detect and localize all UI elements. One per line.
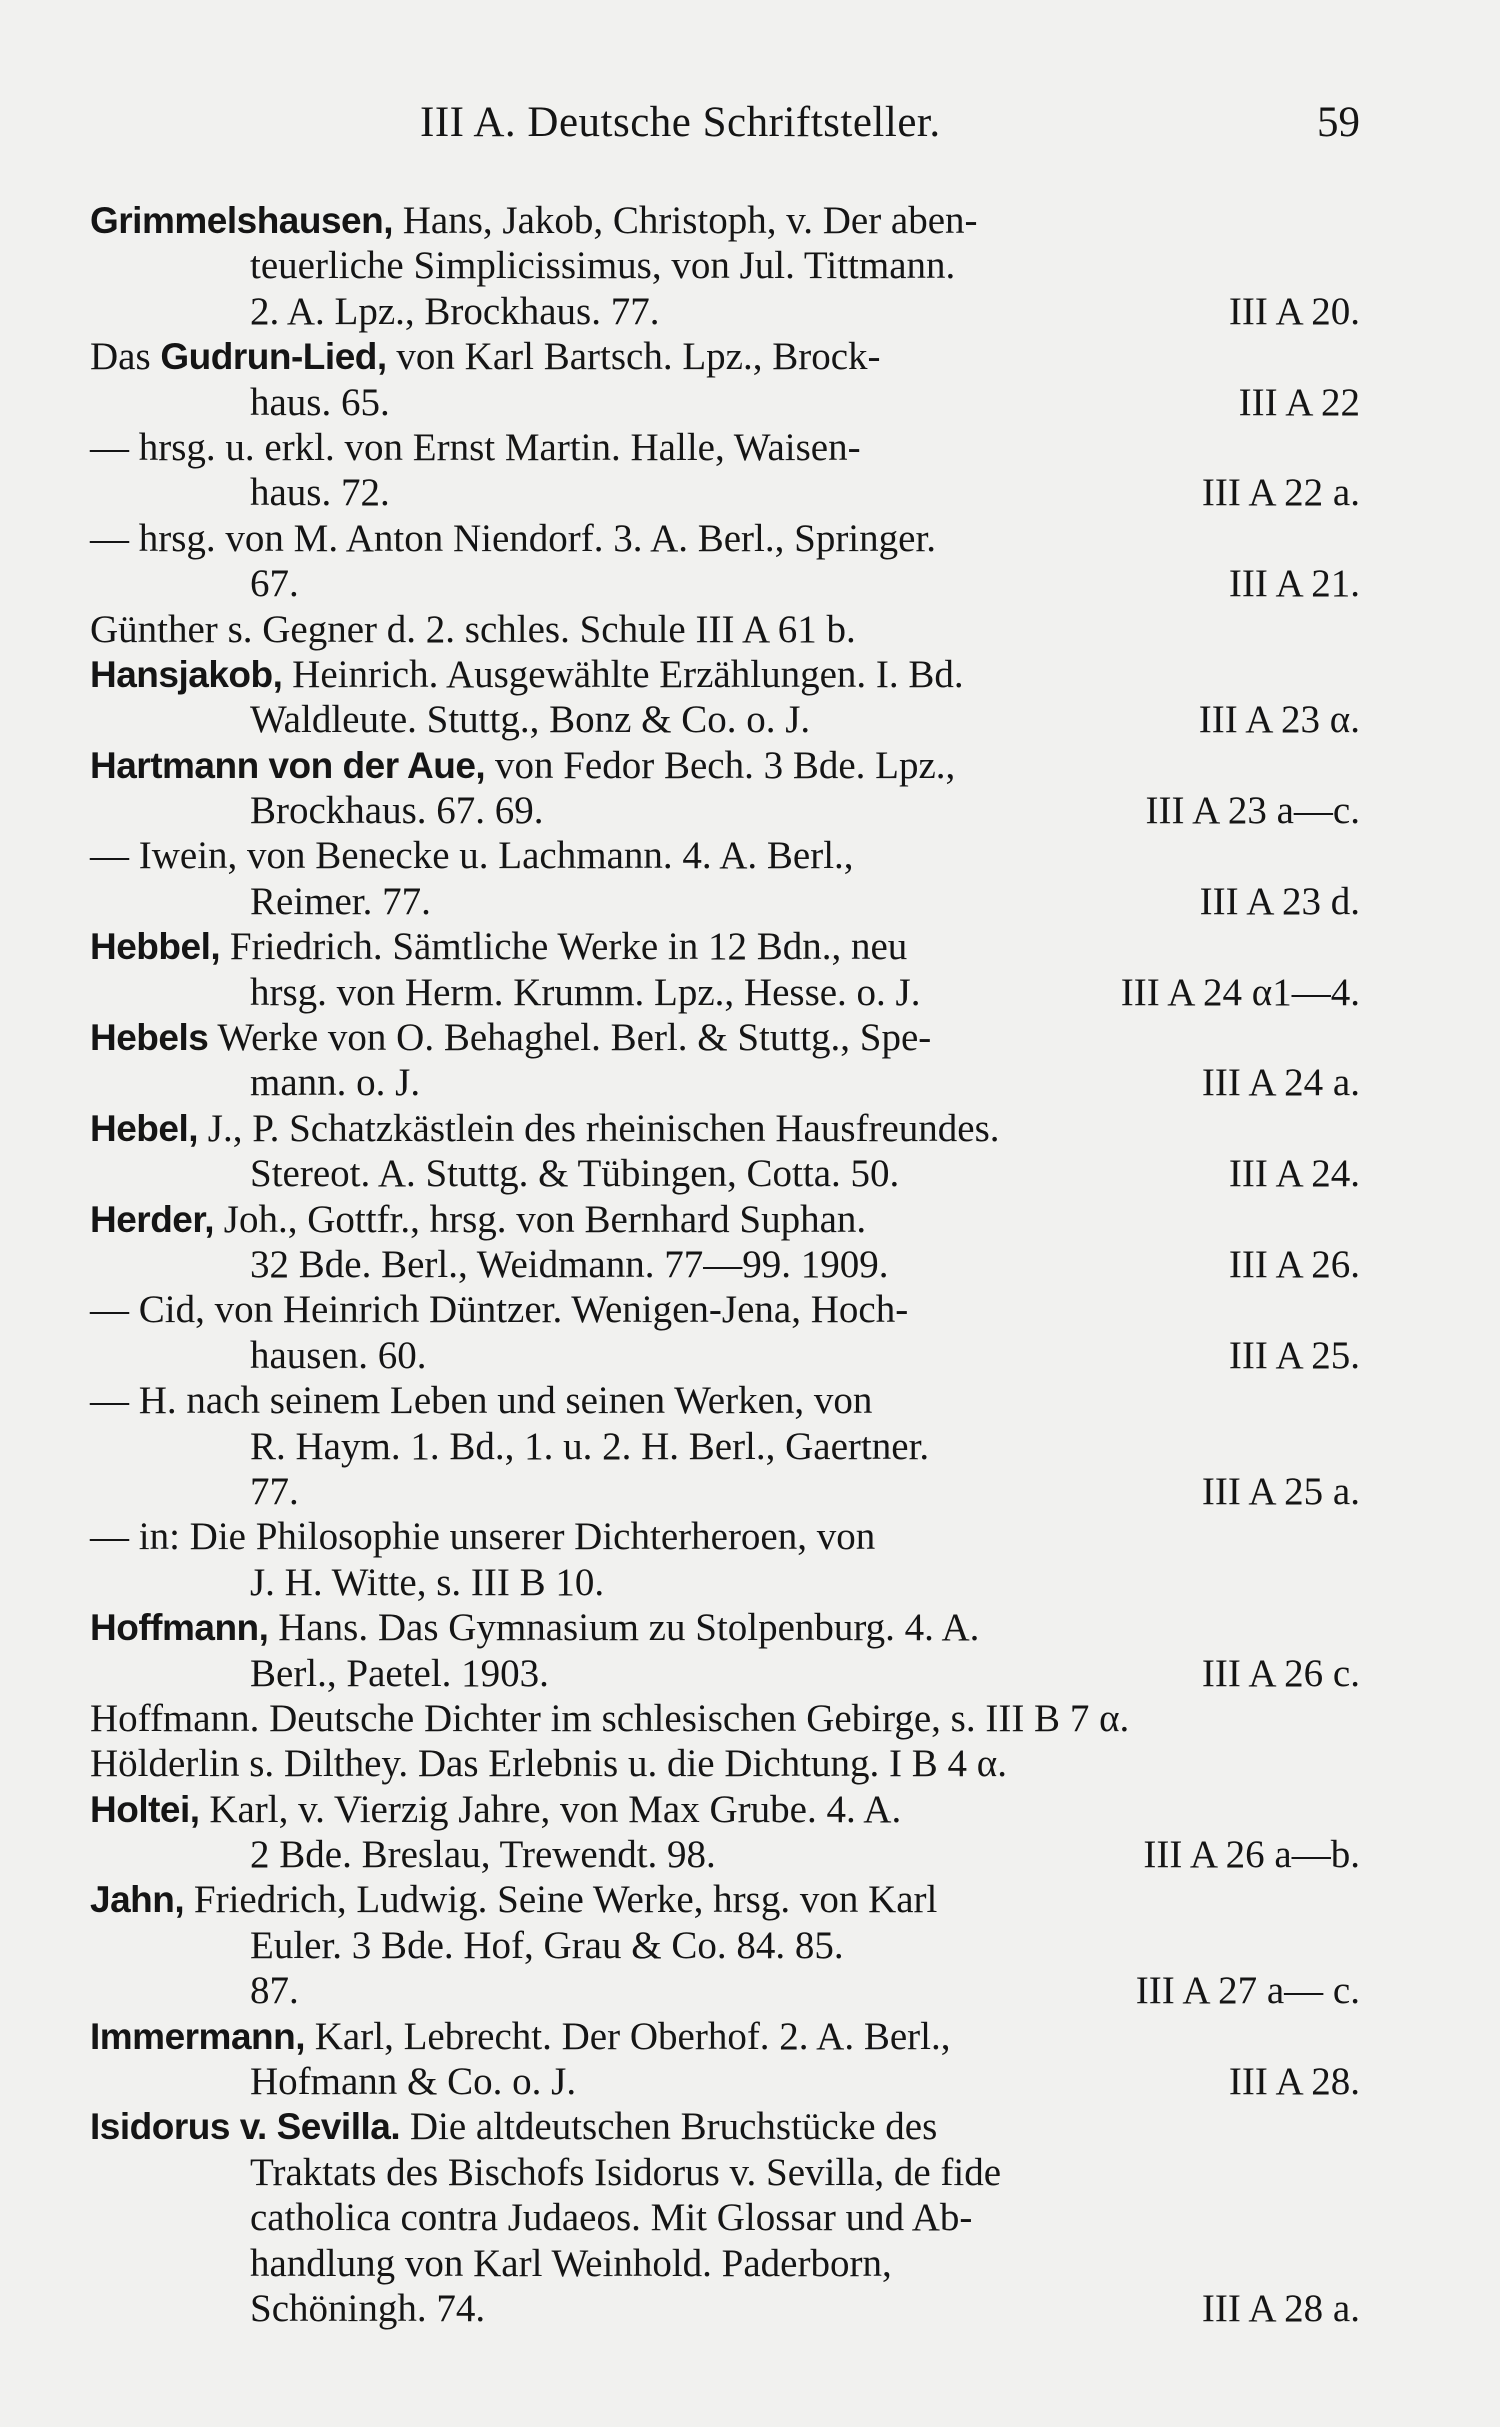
- entry-line: [90, 1106, 1360, 1151]
- entry-text: catholica contra Judaeos. Mit Glossar und Ab-: [250, 2196, 973, 2240]
- entry-headword: Holtei,: [90, 1788, 200, 1830]
- entry-line: [90, 743, 1360, 788]
- entry-prefix: Hölderlin: [90, 1742, 240, 1786]
- entry-text: teuerliche Simplicissimus, von Jul. Tittmann.: [250, 244, 956, 288]
- entry-text: 67.: [250, 562, 299, 606]
- shelf-signature: III A 23 α.: [1198, 698, 1360, 742]
- entry-text: s. Dilthey. Das Erlebnis u. die Dichtung. I B 4 α.: [239, 1742, 1007, 1786]
- entry-line-text: [250, 1968, 299, 2013]
- entry-line-text: [90, 607, 856, 652]
- entry-line-text: [250, 2286, 485, 2331]
- shelf-signature: III A 20.: [1228, 289, 1360, 333]
- entry-prefix: Günther: [90, 607, 218, 651]
- entry-line-text: [250, 1424, 929, 1469]
- entry-headword: Jahn,: [90, 1879, 185, 1921]
- entry-text: Stereot. A. Stuttg. & Tübingen, Cotta. 50.: [250, 1152, 900, 1196]
- entry-line-text: [90, 1378, 872, 1423]
- entry-text: Waldleute. Stuttg., Bonz & Co. o. J.: [250, 698, 811, 742]
- entry-line-text: [250, 1060, 420, 1105]
- shelf-signature: III A 22: [1238, 380, 1360, 424]
- entry-text: J., P. Schatzkästlein des rheinischen Hausfreundes.: [198, 1106, 1000, 1150]
- entry-text: R. Haym. 1. Bd., 1. u. 2. H. Berl., Gaertner.: [250, 1424, 930, 1468]
- entry-line: [90, 1242, 1360, 1287]
- entry-line-text: [90, 1514, 875, 1559]
- shelf-signature: III A 25 a.: [1201, 1469, 1360, 1513]
- entry-text: Hofmann & Co. o. J.: [250, 2060, 577, 2104]
- entry-line: [90, 516, 1360, 561]
- entry-line: [90, 924, 1360, 969]
- entry-line-text: [90, 1741, 1007, 1786]
- entry-headword: Hebbel,: [90, 926, 221, 968]
- entry-text: 2. A. Lpz., Brockhaus. 77.: [250, 289, 660, 333]
- entry-line-text: [90, 1787, 901, 1832]
- entry-text: Heinrich. Ausgewählte Erzählungen. I. Bd.: [282, 652, 964, 696]
- entry-line: [90, 1333, 1360, 1378]
- entry-text: Berl., Paetel. 1903.: [250, 1651, 549, 1695]
- entry-text: Brockhaus. 67. 69.: [250, 789, 544, 833]
- entry-text: Cid, von Heinrich Düntzer. Wenigen-Jena, Hoch-: [138, 1288, 909, 1332]
- entry-line: [90, 879, 1360, 924]
- entry-line-text: [90, 2104, 937, 2149]
- entry-text: Hans. Das Gymnasium zu Stolpenburg. 4. A.: [268, 1606, 980, 1650]
- entry-line: [90, 1651, 1360, 1696]
- entry-line: [90, 1877, 1360, 1922]
- entry-line: [90, 1923, 1360, 1968]
- entry-line: [90, 970, 1360, 1015]
- entry-line-text: [90, 1015, 931, 1060]
- entry-line-text: [90, 2014, 950, 2059]
- entry-text: handlung von Karl Weinhold. Paderborn,: [250, 2241, 892, 2285]
- entry-line-text: [90, 1877, 937, 1922]
- entry-line-text: [90, 833, 854, 878]
- entry-prefix: —: [90, 425, 139, 469]
- entry-line: [90, 1287, 1360, 1332]
- shelf-signature: III A 28.: [1228, 2060, 1360, 2104]
- entry-line: [90, 2014, 1360, 2059]
- entry-text: Schöningh. 74.: [250, 2286, 486, 2330]
- entry-line-text: [90, 652, 964, 697]
- entry-line-text: [250, 470, 390, 515]
- shelf-signature: III A 23 d.: [1199, 879, 1360, 923]
- entry-text: hrsg. von Herm. Krumm. Lpz., Hesse. o. J.: [250, 970, 921, 1014]
- entry-text: in: Die Philosophie unserer Dichterheroen, von: [138, 1515, 876, 1559]
- entry-text: Die altdeutschen Bruchstücke des: [400, 2105, 938, 2149]
- entry-line-text: [250, 1923, 844, 1968]
- entry-line-text: [90, 1605, 979, 1650]
- entry-line-text: [90, 334, 881, 379]
- shelf-signature: III A 28 a.: [1201, 2286, 1360, 2330]
- shelf-signature: III A 25.: [1228, 1333, 1360, 1377]
- entry-text: hrsg. u. erkl. von Ernst Martin. Halle, Waisen-: [138, 425, 861, 469]
- entry-text: 87.: [250, 1969, 299, 2013]
- entry-headword: Grimmelshausen,: [90, 200, 394, 241]
- entry-line: [90, 425, 1360, 470]
- entry-line: [90, 380, 1360, 425]
- entry-text: Deutsche Dichter im schlesischen Gebirge, s. III B 7 α.: [259, 1696, 1130, 1740]
- entry-text: Friedrich, Ludwig. Seine Werke, hrsg. von Karl: [184, 1878, 938, 1922]
- entry-line-text: [90, 1287, 908, 1332]
- entry-prefix: —: [90, 1515, 139, 1559]
- entry-line: [90, 1469, 1360, 1514]
- entry-text: H. nach seinem Leben und seinen Werken, von: [138, 1379, 873, 1423]
- entry-line: [90, 1015, 1360, 1060]
- entry-line-text: [90, 1197, 866, 1242]
- entry-line: [90, 1151, 1360, 1196]
- entry-line-text: [250, 788, 544, 833]
- entry-headword: Isidorus v. Sevilla.: [90, 2106, 401, 2148]
- entry-line: [90, 334, 1360, 379]
- entry-line-text: [250, 1832, 716, 1877]
- entry-line: [90, 697, 1360, 742]
- bibliography-list: [90, 198, 1360, 2331]
- entry-line-text: [90, 743, 955, 788]
- entry-text: Hans, Jakob, Christoph, v. Der aben-: [393, 199, 978, 242]
- entry-line: [90, 2286, 1360, 2331]
- entry-line: [90, 833, 1360, 878]
- shelf-signature: III A 24 α1—4.: [1120, 970, 1360, 1014]
- entry-headword: Hansjakob,: [90, 653, 283, 695]
- entry-text: 2 Bde. Breslau, Trewendt. 98.: [250, 1833, 716, 1877]
- entry-text: Joh., Gottfr., hrsg. von Bernhard Suphan.: [214, 1197, 867, 1241]
- entry-headword: Gudrun-Lied,: [160, 336, 387, 378]
- entry-text: 32 Bde. Berl., Weidmann. 77—99. 1909.: [250, 1242, 889, 1286]
- entry-line: [90, 1605, 1360, 1650]
- entry-line-text: [250, 970, 920, 1015]
- entry-line: [90, 1787, 1360, 1832]
- entry-text: Euler. 3 Bde. Hof, Grau & Co. 84. 85.: [250, 1923, 844, 1967]
- shelf-signature: III A 26.: [1228, 1242, 1360, 1286]
- entry-prefix: Das: [90, 335, 161, 379]
- shelf-signature: III A 23 a—c.: [1145, 789, 1360, 833]
- entry-prefix: —: [90, 834, 139, 878]
- entry-line: [90, 1968, 1360, 2013]
- entry-line: [90, 788, 1360, 833]
- entry-line: [90, 470, 1360, 515]
- entry-line-text: [250, 1651, 549, 1696]
- entry-line: [90, 1060, 1360, 1105]
- entry-prefix: —: [90, 516, 139, 560]
- entry-line: [90, 1424, 1360, 1469]
- entry-text: hausen. 60.: [250, 1333, 427, 1377]
- entry-line-text: [90, 425, 861, 470]
- entry-line-text: [90, 1696, 1129, 1741]
- entry-text: Karl, v. Vierzig Jahre, von Max Grube. 4. A.: [199, 1787, 902, 1831]
- entry-line-text: [250, 243, 955, 288]
- entry-line-text: [250, 1469, 299, 1514]
- entry-line-text: [250, 2241, 892, 2286]
- entry-text: J. H. Witte, s. III B 10.: [250, 1560, 605, 1604]
- entry-prefix: Hoffmann.: [90, 1696, 260, 1740]
- entry-line-text: [90, 1106, 1000, 1151]
- entry-prefix: —: [90, 1379, 139, 1423]
- entry-line: [90, 2059, 1360, 2104]
- entry-line: [90, 2241, 1360, 2286]
- entry-text: Karl, Lebrecht. Der Oberhof. 2. A. Berl.,: [305, 2014, 951, 2058]
- entry-headword: Hoffmann,: [90, 1607, 269, 1649]
- page-number: 59: [1317, 99, 1360, 146]
- shelf-signature: III A 24.: [1228, 1152, 1360, 1196]
- entry-text: haus. 65.: [250, 380, 390, 424]
- entry-headword: Hartmann von der Aue,: [90, 744, 486, 786]
- entry-line: [90, 1696, 1360, 1741]
- entry-line: [90, 1560, 1360, 1605]
- entry-line: [90, 289, 1360, 334]
- entry-line-text: [250, 561, 299, 606]
- entry-line-text: [90, 924, 907, 969]
- entry-line: [90, 1514, 1360, 1559]
- entry-line: [90, 1197, 1360, 1242]
- entry-text: Iwein, von Benecke u. Lachmann. 4. A. Berl.,: [138, 834, 854, 878]
- shelf-signature: III A 24 a.: [1201, 1061, 1360, 1105]
- entry-line-text: [250, 1560, 604, 1605]
- entry-line: [90, 1741, 1360, 1786]
- entry-line-text: [250, 879, 431, 924]
- entry-line-text: [250, 380, 390, 425]
- entry-headword: Herder,: [90, 1198, 215, 1240]
- entry-line: [90, 1832, 1360, 1877]
- entry-text: 77.: [250, 1469, 299, 1513]
- running-head: III A. Deutsche Schriftsteller.: [420, 99, 941, 146]
- entry-text: s. Gegner d. 2. schles. Schule III A 61 b.: [217, 607, 856, 651]
- entry-text: von Fedor Bech. 3 Bde. Lpz.,: [485, 743, 956, 787]
- shelf-signature: III A 27 a— c.: [1135, 1969, 1360, 2013]
- entry-line-text: [90, 198, 978, 243]
- entry-line-text: [250, 1151, 899, 1196]
- entry-headword: Hebels: [90, 1017, 209, 1059]
- entry-line-text: [250, 1242, 889, 1287]
- shelf-signature: III A 26 a—b.: [1143, 1833, 1360, 1877]
- shelf-signature: III A 21.: [1228, 562, 1360, 606]
- entry-line: [90, 1378, 1360, 1423]
- entry-text: hrsg. von M. Anton Niendorf. 3. A. Berl., Springer.: [138, 516, 937, 560]
- entry-line: [90, 2195, 1360, 2240]
- entry-line-text: [90, 516, 936, 561]
- entry-text: Traktats des Bischofs Isidorus v. Sevilla, de fide: [250, 2150, 1002, 2194]
- entry-line: [90, 652, 1360, 697]
- entry-text: haus. 72.: [250, 471, 390, 515]
- entry-text: Werke von O. Behaghel. Berl. & Stuttg., Spe-: [208, 1016, 932, 1060]
- entry-text: Friedrich. Sämtliche Werke in 12 Bdn., neu: [220, 925, 908, 969]
- entry-text: von Karl Bartsch. Lpz., Brock-: [386, 335, 881, 379]
- entry-headword: Hebel,: [90, 1107, 199, 1149]
- entry-text: Reimer. 77.: [250, 879, 431, 923]
- entry-line: [90, 2150, 1360, 2195]
- entry-line: [90, 243, 1360, 288]
- entry-line-text: [250, 1333, 427, 1378]
- entry-line: [90, 2104, 1360, 2149]
- entry-line: [90, 561, 1360, 606]
- entry-line-text: [250, 2059, 576, 2104]
- entry-line-text: [250, 2195, 972, 2240]
- entry-headword: Immermann,: [90, 2015, 306, 2057]
- entry-line-text: [250, 289, 659, 334]
- entry-prefix: —: [90, 1288, 139, 1332]
- entry-line: [90, 607, 1360, 652]
- page-header: [90, 98, 1360, 158]
- shelf-signature: III A 26 c.: [1201, 1651, 1360, 1695]
- entry-line-text: [250, 697, 810, 742]
- shelf-signature: III A 22 a.: [1201, 471, 1360, 515]
- entry-text: mann. o. J.: [250, 1061, 421, 1105]
- entry-line: [90, 198, 1360, 243]
- entry-line-text: [250, 2150, 1001, 2195]
